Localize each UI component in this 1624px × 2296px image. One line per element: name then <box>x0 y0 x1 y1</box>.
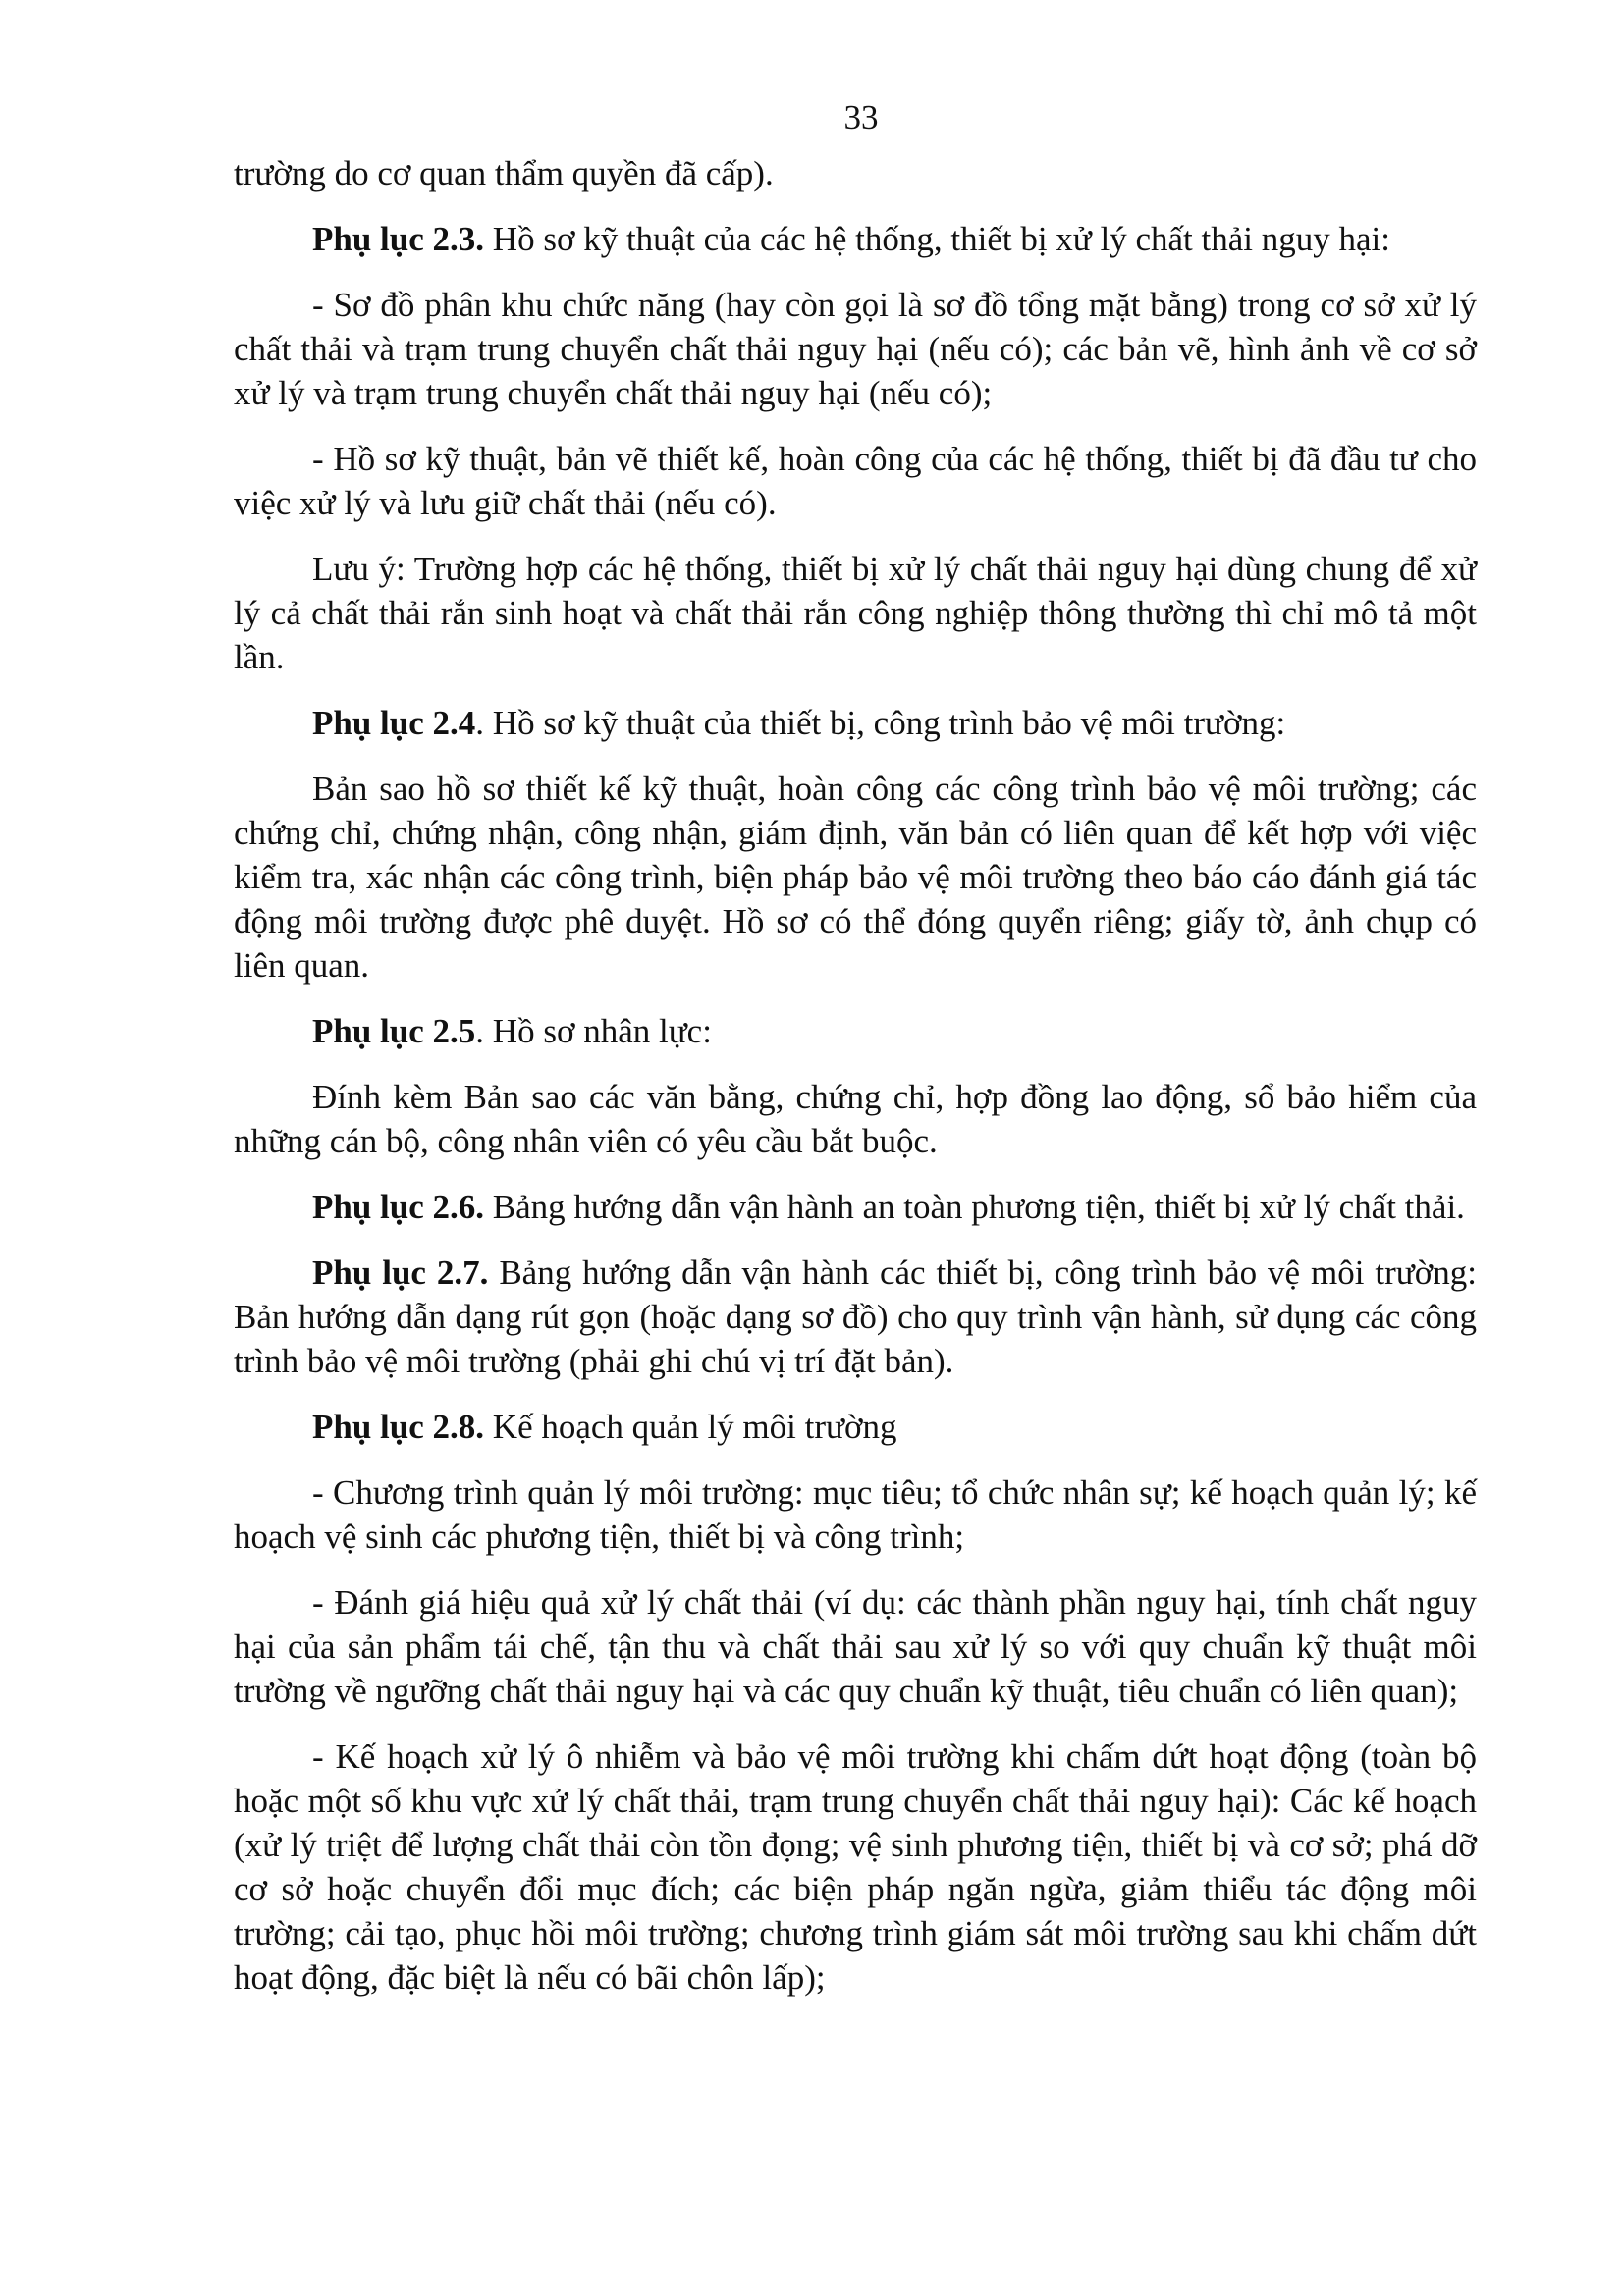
paragraph-text: - Hồ sơ kỹ thuật, bản vẽ thiết kế, hoàn công của các hệ thống, thiết bị đã đầu tư cho việc xử lý và lưu giữ chất thải (nếu có). <box>234 440 1477 522</box>
appendix-label: Phụ lục 2.4 <box>312 704 476 742</box>
paragraph-attachments <box>234 1075 1477 1163</box>
paragraph-design-copies <box>234 767 1477 988</box>
appendix-2-8-heading <box>234 1405 1477 1449</box>
paragraph-text: Đính kèm Bản sao các văn bằng, chứng chỉ, hợp đồng lao động, sổ bảo hiểm của những cán bộ, công nhân viên có yêu cầu bắt buộc. <box>234 1078 1477 1160</box>
paragraph-text: Kế hoạch quản lý môi trường <box>484 1408 897 1446</box>
paragraph-text: - Sơ đồ phân khu chức năng (hay còn gọi là sơ đồ tổng mặt bằng) trong cơ sở xử lý chất thải và trạm trung chuyển chất thải nguy hại (nếu có); các bản vẽ, hình ảnh về cơ sở xử lý và trạm trung chuyển chất thải nguy hại (nếu có); <box>234 286 1477 412</box>
paragraph-text: . Hồ sơ nhân lực: <box>475 1012 712 1050</box>
appendix-label: Phụ lục 2.8. <box>312 1408 485 1446</box>
paragraph-text: Bảng hướng dẫn vận hành các thiết bị, công trình bảo vệ môi trường: Bản hướng dẫn dạng rút gọn (hoặc dạng sơ đồ) cho quy trình vận hành, sử dụng các công trình bảo vệ môi trường (phải ghi chú vị trí đặt bản). <box>234 1254 1477 1380</box>
paragraph-text: Lưu ý: Trường hợp các hệ thống, thiết bị xử lý chất thải nguy hại dùng chung để xử lý cả chất thải rắn sinh hoạt và chất thải rắn công nghiệp thông thường thì chỉ mô tả một lần. <box>234 550 1477 676</box>
appendix-2-3-heading <box>234 217 1477 261</box>
paragraph-text: - Chương trình quản lý môi trường: mục tiêu; tổ chức nhân sự; kế hoạch quản lý; kế hoạch vệ sinh các phương tiện, thiết bị và công trình; <box>234 1473 1477 1556</box>
appendix-2-4-heading <box>234 701 1477 745</box>
paragraph-technical-records <box>234 437 1477 525</box>
paragraph-text: - Kế hoạch xử lý ô nhiễm và bảo vệ môi trường khi chấm dứt hoạt động (toàn bộ hoặc một số khu vực xử lý chất thải, trạm trung chuyển chất thải nguy hại): Các kế hoạch (xử lý triệt để lượng chất thải còn tồn đọng; vệ sinh phương tiện, thiết bị và cơ sở; phá dỡ cơ sở hoặc chuyển đổi mục đích; các biện pháp ngăn ngừa, giảm thiểu tác động môi trường; cải tạo, phục hồi môi trường; chương trình giám sát môi trường sau khi chấm dứt hoạt động, đặc biệt là nếu có bãi chôn lấp); <box>234 1737 1477 1997</box>
paragraph-text: trường do cơ quan thẩm quyền đã cấp). <box>234 154 774 192</box>
paragraph-text: . Hồ sơ kỹ thuật của thiết bị, công trình bảo vệ môi trường: <box>475 704 1286 742</box>
paragraph-closure-plan <box>234 1735 1477 2000</box>
appendix-2-7-heading <box>234 1251 1477 1383</box>
appendix-label: Phụ lục 2.3. <box>312 220 485 258</box>
paragraph-note <box>234 547 1477 679</box>
paragraph-text: - Đánh giá hiệu quả xử lý chất thải (ví dụ: các thành phần nguy hại, tính chất nguy hại của sản phẩm tái chế, tận thu và chất thải sau xử lý so với quy chuẩn kỹ thuật môi trường về ngưỡng chất thải nguy hại và các quy chuẩn kỹ thuật, tiêu chuẩn có liên quan); <box>234 1583 1477 1710</box>
paragraph-management-program <box>234 1470 1477 1559</box>
document-body <box>234 151 1477 2021</box>
appendix-label: Phụ lục 2.6. <box>312 1188 485 1226</box>
paragraph-text: Hồ sơ kỹ thuật của các hệ thống, thiết bị xử lý chất thải nguy hại: <box>484 220 1391 258</box>
appendix-label: Phụ lục 2.5 <box>312 1012 476 1050</box>
paragraph-continuation <box>234 151 1477 195</box>
paragraph-layout-diagram <box>234 283 1477 415</box>
appendix-label: Phụ lục 2.7. <box>312 1254 489 1292</box>
paragraph-treatment-efficiency <box>234 1580 1477 1713</box>
appendix-2-6-heading <box>234 1185 1477 1229</box>
page-number: 33 <box>843 98 879 136</box>
paragraph-text: Bảng hướng dẫn vận hành an toàn phương tiện, thiết bị xử lý chất thải. <box>484 1188 1465 1226</box>
paragraph-text: Bản sao hồ sơ thiết kế kỹ thuật, hoàn công các công trình bảo vệ môi trường; các chứng chỉ, chứng nhận, công nhận, giám định, văn bản có liên quan để kết hợp với việc kiểm tra, xác nhận các công trình, biện pháp bảo vệ môi trường theo báo cáo đánh giá tác động môi trường được phê duyệt. Hồ sơ có thể đóng quyển riêng; giấy tờ, ảnh chụp có liên quan. <box>234 770 1477 985</box>
appendix-2-5-heading <box>234 1009 1477 1053</box>
